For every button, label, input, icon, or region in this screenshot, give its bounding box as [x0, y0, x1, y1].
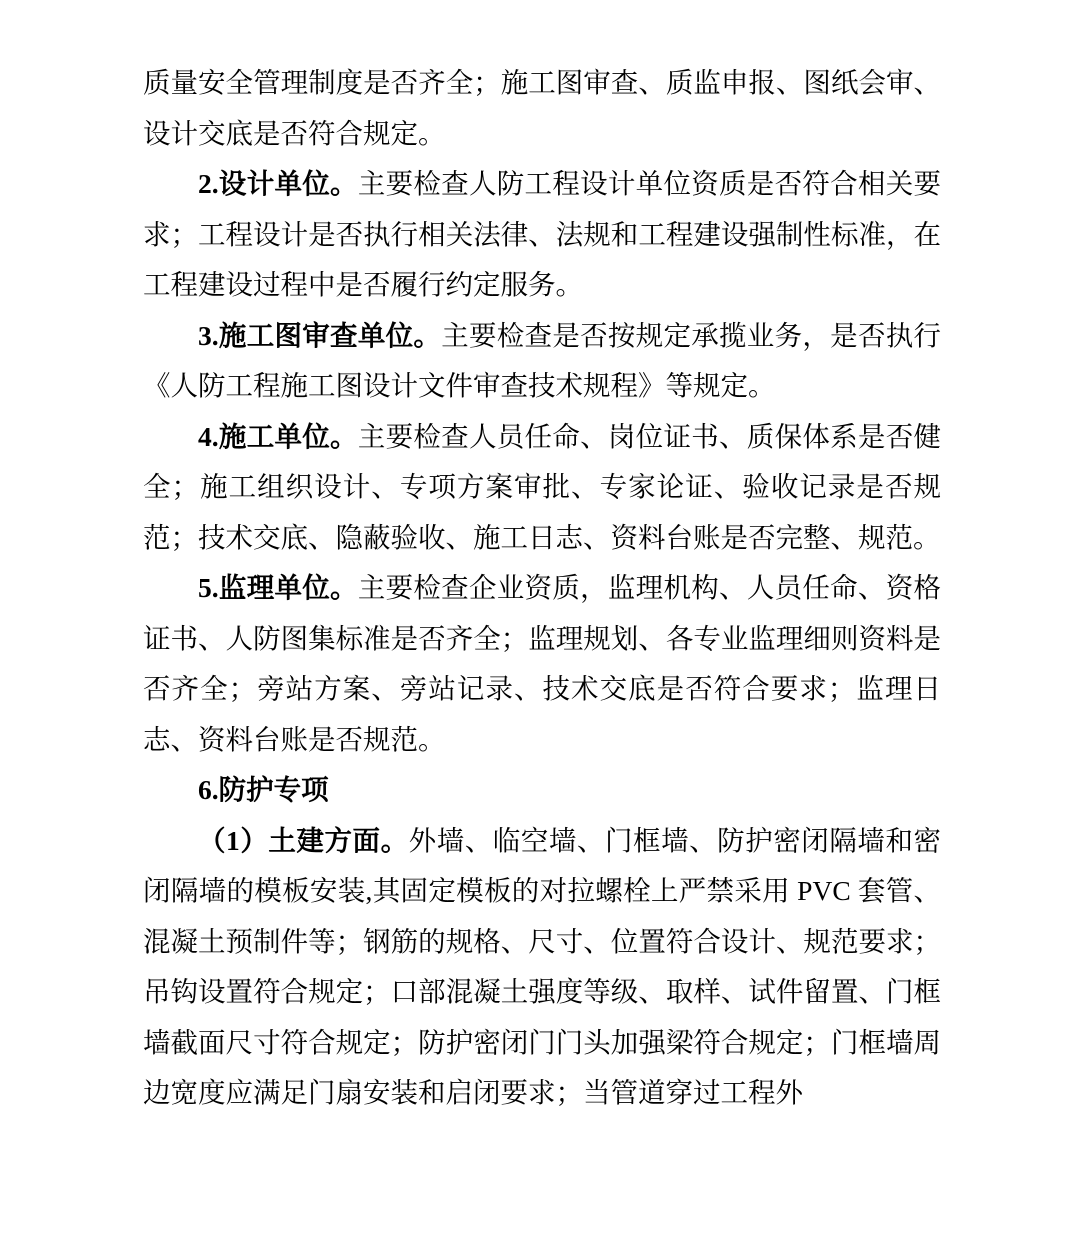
paragraph-heading: 3.施工图审查单位。	[198, 319, 442, 351]
paragraph-text: 主要检查是否按规定承揽业务，是否执行《人防工程施工图设计文件审查技术规程》等规定。	[143, 319, 942, 401]
paragraph-heading: 5.监理单位。	[198, 572, 358, 603]
paragraph-text: 外墙、临空墙、门框墙、防护密闭隔墙和密闭隔墙的模板安装,其固定模板的对拉螺栓上严禁采用 PVC 套管、混凝土预制件等；钢筋的规格、尺寸、位置符合设计、规范要求；吊钩设置符合规定；口部混凝土强度等级、取样、试件留置、门框墙截面尺寸符合规定；防护密闭门门头加强梁符合规定；门框墙周边宽度应满足门扇安装和启闭要求；当管道穿过工程外	[143, 824, 942, 1108]
paragraph-supervision-unit	[143, 563, 941, 765]
paragraph-heading: 4.施工单位。	[198, 420, 358, 452]
paragraph-heading: 2.设计单位。	[198, 168, 358, 199]
paragraph-text: 质量安全管理制度是否齐全；施工图审查、质监申报、图纸会审、设计交底是否符合规定。	[143, 67, 941, 149]
paragraph-text: 主要检查企业资质，监理机构、人员任命、资格证书、人防图集标准是否齐全；监理规划、各专业监理细则资料是否齐全；旁站方案、旁站记录、技术交底是否符合要求；监理日志、资料台账是否规范。	[143, 572, 941, 755]
paragraph-text: 主要检查人员任命、岗位证书、质保体系是否健全；施工组织设计、专项方案审批、专家论证、验收记录是否规范；技术交底、隐蔽验收、施工日志、资料台账是否完整、规范。	[143, 420, 941, 553]
paragraph-text: 主要检查人防工程设计单位资质是否符合相关要求；工程设计是否执行相关法律、法规和工程建设强制性标准，在工程建设过程中是否履行约定服务。	[143, 168, 941, 300]
paragraph-civil-works	[143, 816, 941, 1119]
paragraph-heading: 6.防护专项	[198, 774, 329, 805]
paragraph-heading: （1）土建方面。	[198, 824, 409, 856]
paragraph-protection-special	[143, 765, 941, 816]
paragraph-drawing-review-unit	[143, 311, 941, 412]
paragraph-continuation	[143, 58, 941, 159]
paragraph-design-unit	[143, 159, 941, 311]
paragraph-construction-unit	[143, 412, 941, 564]
document-body	[143, 58, 941, 1119]
